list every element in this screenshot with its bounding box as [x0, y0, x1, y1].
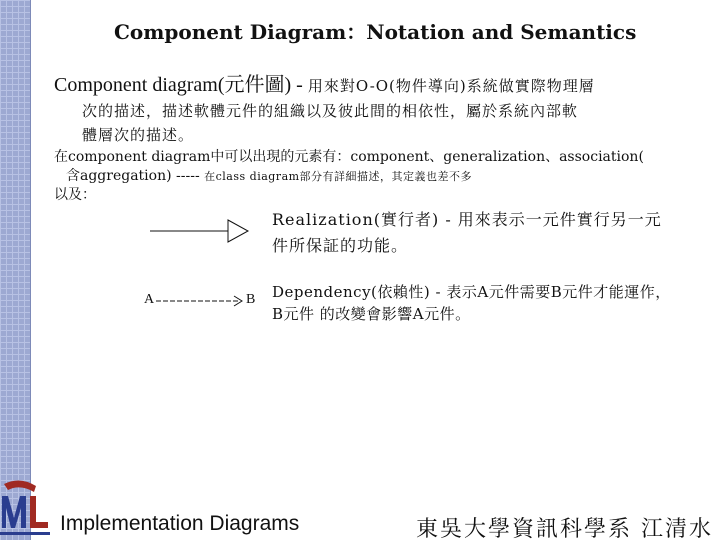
realization-description: [272, 207, 712, 259]
realization-line1: Realization(實行者) - 用來表示一元件實行另一元: [272, 210, 662, 229]
sidebar-pattern: [0, 0, 31, 540]
bullet1-line1-rest: 用來對O-O(物件導向)系統做實際物理層: [307, 77, 595, 95]
realization-line2: 件所保証的功能。: [272, 236, 409, 255]
realization-arrow-icon: [150, 216, 250, 246]
bullet1-lead: Component diagram(元件圖) -: [54, 74, 308, 96]
dependency-label-b: B: [246, 292, 256, 307]
dependency-arrow: [140, 290, 260, 312]
university-logo-icon: [0, 478, 52, 540]
bullet1-line3: 體層次的描述。: [82, 126, 195, 144]
bullet1-line2: 次的描述，描述軟體元件的組織以及彼此間的相依性，屬於系統內部軟: [82, 102, 579, 120]
footer-section-title: Implementation Diagrams: [60, 512, 300, 535]
slide-title: Component Diagram：Notation and Semantics: [114, 20, 637, 44]
bullet-component-diagram: [54, 72, 714, 147]
bullet2-line2-main: 含aggregation) -----: [66, 168, 205, 184]
bullet2-line2-note: 在class diagram部分有詳細描述，其定義也差不多: [204, 170, 473, 183]
dependency-line1: Dependency(依賴性) - 表示A元件需要B元件才能運作，: [272, 283, 671, 301]
footer-author: 東吳大學資訊科學系 江清水: [416, 517, 713, 542]
dependency-description: [272, 281, 720, 325]
bullet2-line1: 在component diagram中可以出現的元素有：component、generalization、association(: [54, 149, 644, 165]
bullet2-line3: 以及：: [54, 187, 96, 203]
dependency-dashed-arrow-icon: [156, 294, 244, 308]
bullet-elements: [54, 148, 714, 205]
dependency-line2: B元件 的改變會影響A元件。: [272, 305, 471, 323]
dependency-label-a: A: [144, 292, 155, 307]
